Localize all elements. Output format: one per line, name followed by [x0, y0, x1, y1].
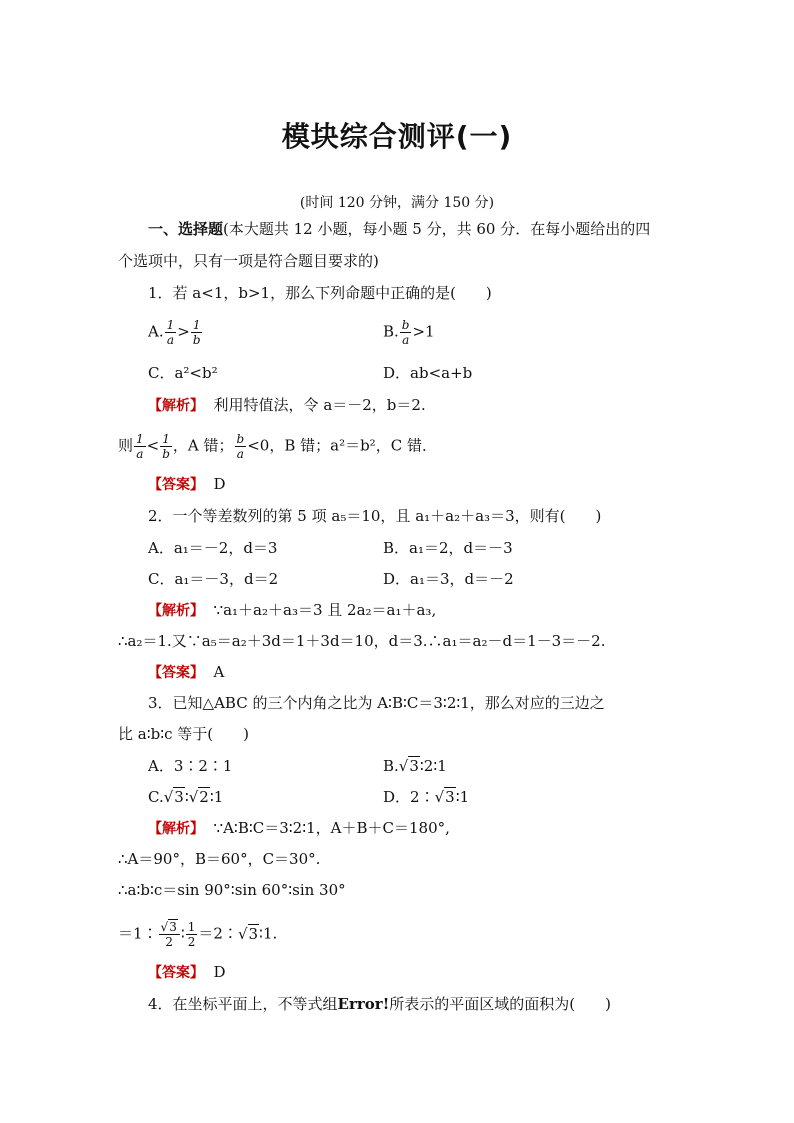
q3-l4-frac2: $\frac{1}{2}$	[187, 920, 196, 949]
q1-b-rest: >1	[412, 322, 435, 341]
section-desc-1: (本大题共 12 小题，每小题 5 分，共 60 分．在每小题给出的四	[223, 220, 651, 238]
q3-l4-rest: ∶1.	[259, 924, 278, 943]
q3-c-rest: ∶1	[209, 788, 224, 806]
q1-b-prefix: B.	[383, 322, 399, 341]
q3-l4-prefix: ＝1∶	[118, 924, 158, 943]
q2-analysis-line2: ∴a₂＝1.又∵a₅＝a₂＋3d＝1＋3d＝10，d＝3.∴a₁＝a₂－d＝1－3＝－2.	[118, 632, 606, 650]
analysis-label: 【解析】	[148, 603, 204, 619]
q3-option-c	[148, 787, 223, 807]
q1-analysis	[148, 395, 426, 416]
q1-option-c: C．a²<b²	[148, 364, 218, 382]
q3-option-a: A．3∶2∶1	[148, 757, 233, 775]
q3-analysis-line3: ∴a∶b∶c＝sin 90°∶sin 60°∶sin 30°	[118, 881, 346, 899]
q3-d-sqrt: √3	[434, 788, 455, 806]
q2-answer-value: A	[213, 663, 225, 681]
q1-option-a	[148, 318, 204, 347]
analysis-label: 【解析】	[148, 821, 204, 837]
q4-stem	[148, 994, 611, 1014]
q2-analysis-text: ∵a₁＋a₂＋a₃＝3 且 2a₂＝a₁＋a₃,	[213, 601, 437, 619]
q3-d-rest: ∶1	[455, 788, 470, 806]
answer-label: 【答案】	[148, 477, 204, 493]
q3-b-sqrt: √3	[398, 757, 419, 775]
q3-l4-mid: ∶	[180, 924, 185, 943]
q1-a-prefix: A.	[148, 322, 164, 341]
q3-l4-frac1: $\frac{√3}{2}$	[159, 920, 180, 949]
q1-option-d: D．ab<a+b	[383, 364, 473, 382]
q3-c-mid: ∶	[184, 788, 189, 806]
q1-l2-rest: <0，B 错；a²＝b²，C 错．	[247, 436, 437, 455]
q3-b-prefix: B.	[383, 757, 399, 775]
q1-answer	[148, 474, 226, 495]
page-title: 模块综合测评(一)	[281, 120, 513, 153]
q1-stem: 1．若 a<1，b>1，那么下列命题中正确的是( )	[148, 284, 492, 302]
q3-answer-value: D	[213, 963, 226, 981]
q1-l2-prefix: 则	[118, 436, 134, 455]
q1-option-b	[383, 318, 435, 347]
q1-analysis-text: 利用特值法，令 a＝－2，b＝2.	[213, 396, 426, 414]
q3-stem-2: 比 a∶b∶c 等于( )	[118, 725, 249, 743]
q1-l2-frac1: $\frac{1}{a}$	[136, 432, 144, 461]
q3-c-sqrt1: √3	[163, 788, 184, 806]
q2-analysis	[148, 600, 436, 621]
q1-answer-value: D	[213, 475, 226, 493]
q1-b-frac: $\frac{b}{a}$	[401, 318, 410, 347]
q3-l4-sqrt: √3	[237, 924, 259, 943]
section-desc-2: 个选项中，只有一项是符合题目要求的)	[118, 252, 379, 270]
q3-c-sqrt2: √2	[188, 788, 209, 806]
analysis-label: 【解析】	[148, 398, 204, 414]
q3-option-b	[383, 756, 447, 776]
q2-stem: 2．一个等差数列的第 5 项 a₅＝10，且 a₁＋a₂＋a₃＝3，则有( )	[148, 507, 602, 525]
q4-stem-suffix: 所表示的平面区域的面积为( )	[389, 995, 611, 1013]
q4-stem-error: Error!	[337, 995, 390, 1013]
q3-analysis-line4	[118, 920, 277, 949]
q3-analysis	[148, 818, 450, 839]
q1-l2-mid: ，A 错；	[172, 436, 234, 455]
section-heading-line	[148, 219, 650, 239]
q1-l2-frac2: $\frac{1}{b}$	[162, 432, 170, 461]
section-heading: 一、选择题	[148, 220, 224, 238]
q2-option-d: D．a₁＝3，d＝－2	[383, 570, 514, 588]
q3-option-d	[383, 787, 469, 807]
q1-a-op: >	[177, 322, 190, 341]
q3-analysis-text: ∵A∶B∶C＝3∶2∶1，A＋B＋C＝180°,	[213, 819, 450, 837]
q1-a-frac2: $\frac{1}{b}$	[192, 318, 201, 347]
q2-option-a: A．a₁＝－2，d＝3	[148, 539, 278, 557]
q3-b-rest: ∶2∶1	[419, 757, 447, 775]
q2-option-c: C．a₁＝－3，d＝2	[148, 570, 279, 588]
q3-stem-1: 3．已知△ABC 的三个内角之比为 A∶B∶C＝3∶2∶1，那么对应的三边之	[148, 694, 605, 712]
q3-d-prefix: D．2∶	[383, 788, 435, 806]
q1-analysis-line2	[118, 432, 437, 461]
q2-answer	[148, 662, 224, 683]
q1-a-frac1: $\frac{1}{a}$	[166, 318, 175, 347]
q1-l2-frac3: $\frac{b}{a}$	[236, 432, 245, 461]
answer-label: 【答案】	[148, 965, 204, 981]
q4-stem-prefix: 4．在坐标平面上，不等式组	[148, 995, 338, 1013]
q3-l4-eq: ＝2∶	[198, 924, 238, 943]
exam-meta: (时间 120 分钟，满分 150 分)	[299, 195, 495, 211]
q3-c-prefix: C.	[148, 788, 164, 806]
q3-analysis-line2: ∴A＝90°，B＝60°，C＝30°.	[118, 850, 321, 868]
answer-label: 【答案】	[148, 665, 204, 681]
q2-option-b: B．a₁＝2，d＝－3	[383, 539, 513, 557]
q1-l2-op: <	[146, 436, 160, 455]
q3-answer	[148, 962, 226, 983]
